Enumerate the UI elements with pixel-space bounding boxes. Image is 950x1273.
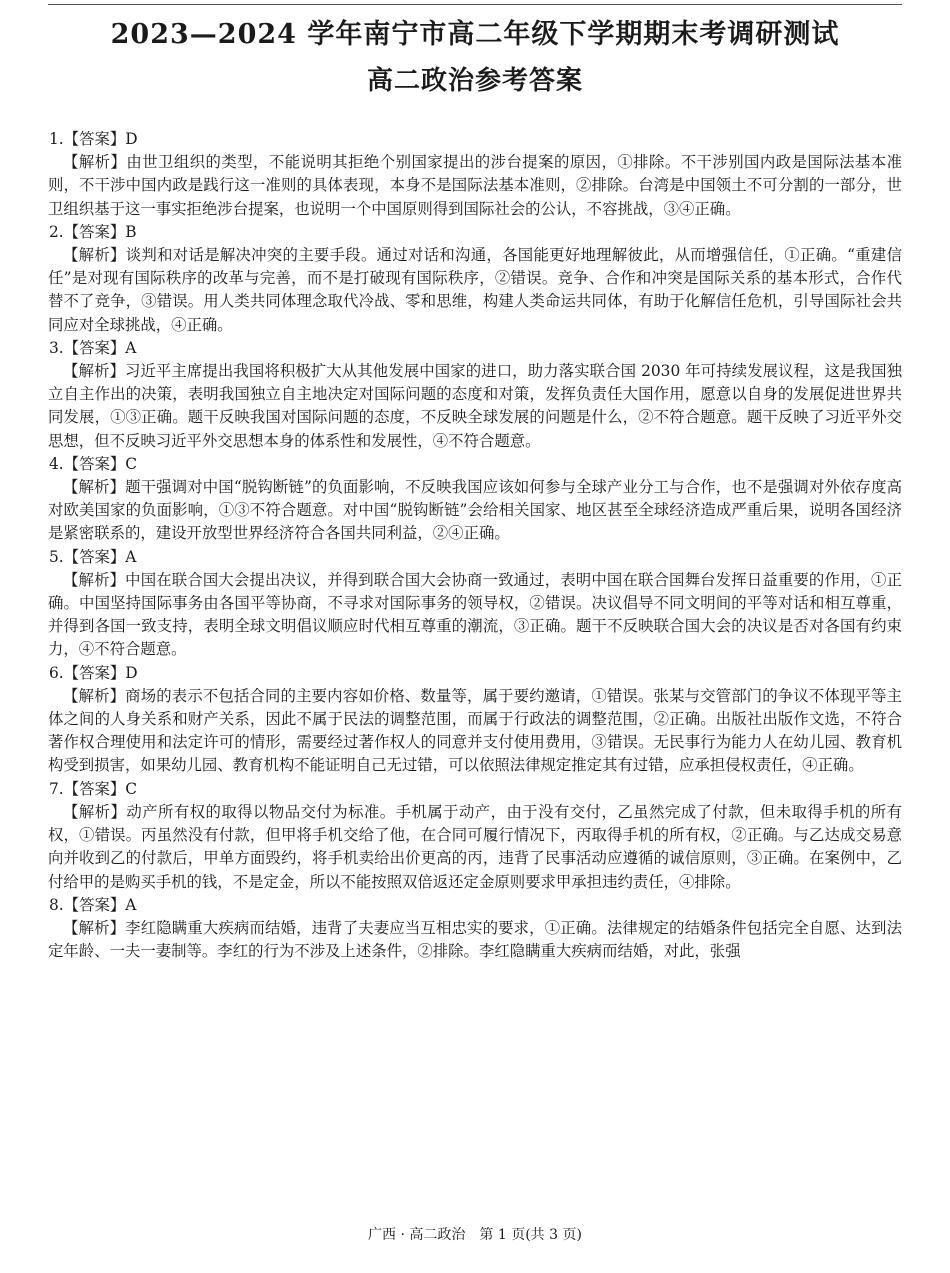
question-7: [48, 778, 902, 894]
answer-line: 1.【答案】D: [49, 130, 138, 148]
question-5: [48, 546, 902, 662]
question-1: [48, 128, 902, 221]
explanation-text: 【解析】由世卫组织的类型，不能说明其拒绝个别国家提出的涉台提案的原因，①排除。不干涉别国内政是国际法基本准则，不干涉中国内政是践行这一准则的具体表现，本身不是国际法基本准则，②排除。台湾是中国领土不可分割的一部分，世卫组织基于这一事实拒绝涉台提案，也说明一个中国原则得到国际社会的公认，不容挑战，③④正确。: [48, 153, 902, 218]
answer-line: 7.【答案】C: [49, 779, 138, 798]
answer-list: [48, 128, 902, 963]
answer-line: 3.【答案】A: [49, 338, 137, 357]
document-subtitle: 高二政治参考答案: [366, 66, 583, 96]
explanation-text: 【解析】中国在联合国大会提出决议，并得到联合国大会协商一致通过，表明中国在联合国舞台发挥日益重要的作用，①正确。中国坚持国际事务由各国平等协商，不寻求对国际事务的领导权，②错误。决议倡导不同文明间的平等对话和相互尊重，并得到各国一致支持，表明全球文明倡议顺应时代相互尊重的潮流，③正确。题干不反映联合国大会的决议是否对各国有约束力，④不符合题意。: [48, 570, 902, 659]
question-3: [48, 337, 902, 453]
explanation-text: 【解析】动产所有权的取得以物品交付为标准。手机属于动产，由于没有交付，乙虽然完成了付款，但未取得手机的所有权，①错误。丙虽然没有付款，但甲将手机交给了他，在合同可履行情况下，丙取得手机的所有权，②正确。与乙达成交易意向并收到乙的付款后，甲单方面毁约，将手机卖给出价更高的丙，违背了民事活动应遵循的诚信原则，③正确。在案例中，乙付给甲的是购买手机的钱，不是定金，所以不能按照双倍返还定金原则要求甲承担违约责任，④排除。: [48, 802, 902, 891]
top-rule: [48, 4, 902, 5]
explanation-text: 【解析】习近平主席提出我国将积极扩大从其他发展中国家的进口，助力落实联合国 2030 年可持续发展议程，这是我国独立自主作出的决策，表明我国独立自主地决定对国际问题的态度和对策，发挥负责任大国作用，愿意以自身的发展促进世界共同发展，①③正确。题干反映我国对国际问题的态度，不反映全球发展的问题是什么，②不符合题意。题干反映了习近平外交思想，但不反映习近平外交思想本身的体系性和发展性，④不符合题意。: [48, 362, 902, 450]
answer-line: 2.【答案】B: [49, 222, 137, 241]
page-footer: 广西 · 高二政治 第 1 页(共 3 页): [368, 1227, 582, 1243]
answer-line: 4.【答案】C: [49, 454, 138, 473]
document-title: 2023—2024 学年南宁市高二年级下学期期末考调研测试: [110, 19, 840, 50]
explanation-text: 【解析】题干强调对中国“脱钩断链”的负面影响，不反映我国应该如何参与全球产业分工与合作，也不是强调对外依存度高对欧美国家的负面影响，①③不符合题意。对中国“脱钩断链”会给相关国家、地区甚至全球经济造成严重后果，说明各国经济是紧密联系的，建设开放型世界经济符合各国共同利益，②④正确。: [48, 478, 902, 543]
explanation-text: 【解析】商场的表示不包括合同的主要内容如价格、数量等，属于要约邀请，①错误。张某与交管部门的争议不体现平等主体之间的人身关系和财产关系，因此不属于民法的调整范围，而属于行政法的调整范围，②正确。出版社出版作文选，不符合著作权合理使用和法定许可的情形，需要经过著作权人的同意并支付使用费用，③错误。无民事行为能力人在幼儿园、教育机构受到损害，如果幼儿园、教育机构不能证明自己无过错，可以依照法律规定推定其有过错，应承担侵权责任，④正确。: [48, 686, 902, 775]
question-6: [48, 662, 902, 778]
answer-line: 5.【答案】A: [49, 547, 137, 566]
explanation-text: 【解析】李红隐瞒重大疾病而结婚，违背了夫妻应当互相忠实的要求，①正确。法律规定的结婚条件包括完全自愿、达到法定年龄、一夫一妻制等。李红的行为不涉及上述条件，②排除。李红隐瞒重大疾病而结婚，对此，张强: [48, 918, 902, 961]
question-2: [48, 221, 902, 337]
answer-line: 6.【答案】D: [49, 663, 138, 682]
question-8: [48, 894, 902, 964]
answer-line: 8.【答案】A: [49, 895, 137, 914]
explanation-text: 【解析】谈判和对话是解决冲突的主要手段。通过对话和沟通，各国能更好地理解彼此，从而增强信任，①正确。“重建信任”是对现有国际秩序的改革与完善，而不是打破现有国际秩序，②错误。竞争、合作和冲突是国际关系的基本形式，合作代替不了竞争，③错误。用人类共同体理念取代冷战、零和思维，构建人类命运共同体，有助于化解信任危机，引导国际社会共同应对全球挑战，④正确。: [48, 246, 902, 334]
question-4: [48, 453, 902, 546]
